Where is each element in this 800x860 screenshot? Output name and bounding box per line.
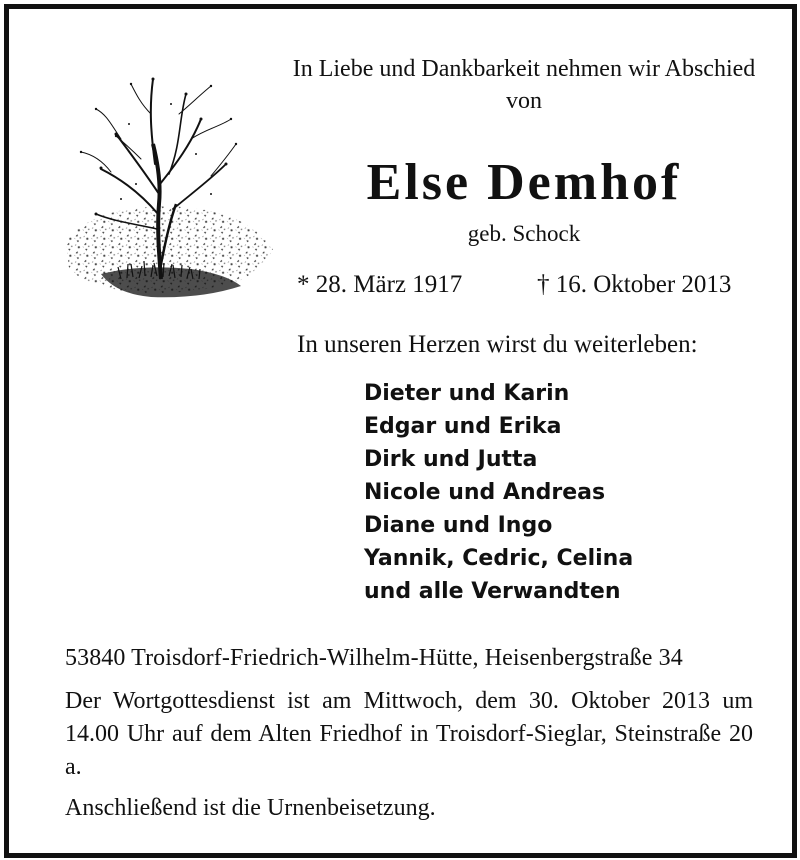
notice-frame bbox=[4, 4, 797, 858]
list-item: Dieter und Karin bbox=[364, 381, 570, 406]
death-date: † 16. Oktober 2013 bbox=[537, 271, 732, 298]
list-item: und alle Verwandten bbox=[364, 579, 621, 604]
list-item: Diane und Ingo bbox=[364, 513, 553, 538]
intro-text: In Liebe und Dankbarkeit nehmen wir Abschied von bbox=[292, 56, 756, 114]
tree-icon bbox=[61, 64, 281, 309]
motto-text: In unseren Herzen wirst du weiterleben: bbox=[297, 331, 698, 358]
mourners-list bbox=[364, 377, 633, 608]
maiden-name: geb. Schock bbox=[467, 221, 581, 246]
list-item: Yannik, Cedric, Celina bbox=[364, 546, 634, 571]
birth-date: * 28. März 1917 bbox=[297, 271, 463, 298]
list-item: Edgar und Erika bbox=[364, 414, 562, 439]
list-item: Dirk und Jutta bbox=[364, 447, 538, 472]
list-item: Nicole und Andreas bbox=[364, 480, 606, 505]
closing-text: Anschließend ist die Urnenbeisetzung. bbox=[65, 795, 436, 821]
deceased-name: Else Demhof bbox=[366, 154, 682, 211]
service-text: Der Wortgottesdienst ist am Mittwoch, dem 30. Oktober 2013 um 14.00 Uhr auf dem Alten Friedhof in Troisdorf-Sieglar, Steinstraße 20 a. bbox=[65, 688, 753, 780]
address-text: 53840 Troisdorf-Friedrich-Wilhelm-Hütte, Heisenbergstraße 34 bbox=[65, 645, 683, 671]
